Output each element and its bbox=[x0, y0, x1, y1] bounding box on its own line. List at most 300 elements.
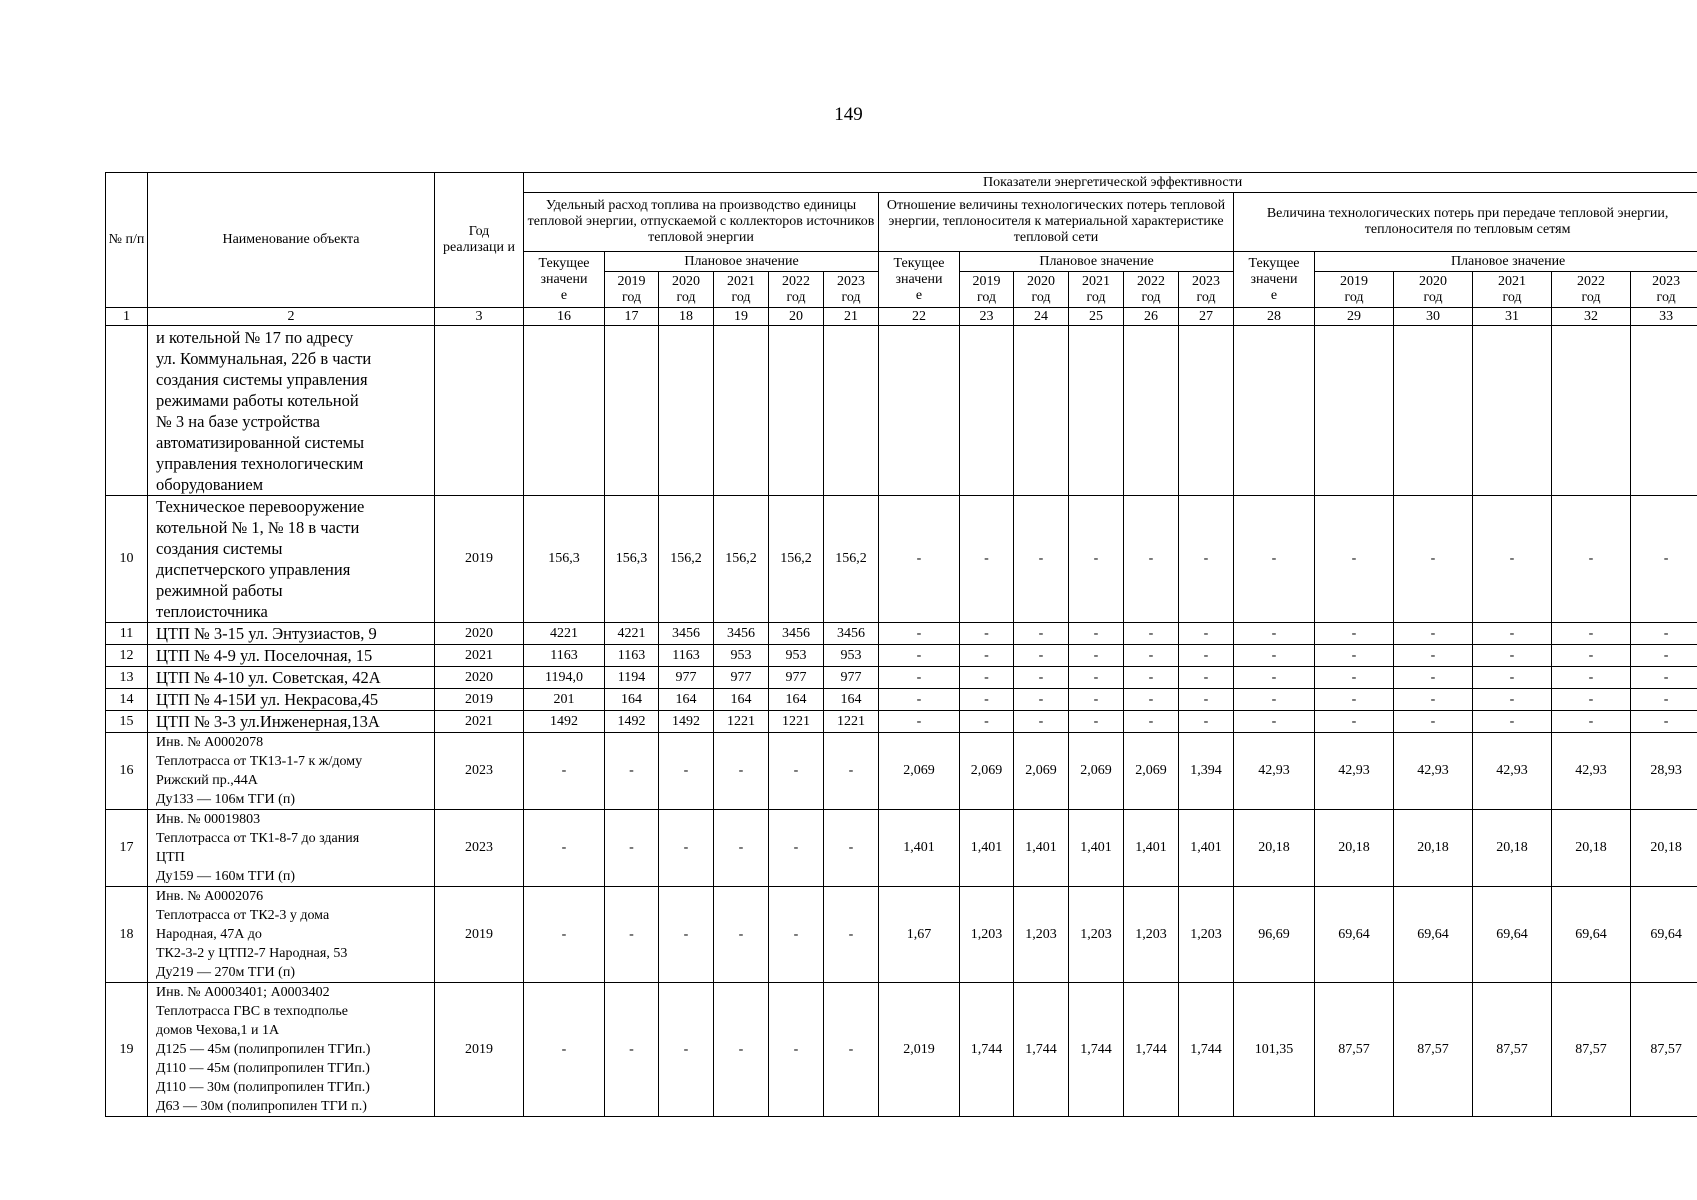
object-name bbox=[148, 667, 435, 689]
column-number: 18 bbox=[659, 308, 714, 326]
value-cell: - bbox=[879, 689, 960, 711]
value-cell: - bbox=[769, 887, 824, 983]
column-number: 2 bbox=[148, 308, 435, 326]
value-cell bbox=[1234, 326, 1315, 496]
header-year-2023 bbox=[1631, 272, 1697, 308]
value-cell: 20,18 bbox=[1234, 810, 1315, 887]
row-number: 12 bbox=[106, 645, 148, 667]
value-cell: - bbox=[1014, 496, 1069, 623]
table-row bbox=[106, 326, 1697, 496]
value-cell bbox=[769, 326, 824, 496]
value-cell: - bbox=[1552, 711, 1631, 733]
value-cell: 69,64 bbox=[1631, 887, 1697, 983]
object-name-line: котельной № 1, № 18 в части bbox=[156, 518, 360, 537]
value-cell: - bbox=[1234, 689, 1315, 711]
value-cell: 1492 bbox=[605, 711, 659, 733]
value-cell: - bbox=[659, 810, 714, 887]
object-name-line: ТК2-3-2 у ЦТП2-7 Народная, 53 bbox=[156, 946, 348, 961]
energy-efficiency-table bbox=[105, 172, 1697, 1117]
value-cell: - bbox=[1631, 667, 1697, 689]
header-current-value bbox=[879, 252, 960, 308]
value-cell: - bbox=[1124, 711, 1179, 733]
value-cell: - bbox=[605, 887, 659, 983]
column-number: 21 bbox=[824, 308, 879, 326]
header-num: № п/п bbox=[106, 173, 148, 308]
value-cell: 20,18 bbox=[1394, 810, 1473, 887]
value-cell: 1221 bbox=[714, 711, 769, 733]
value-cell: 156,2 bbox=[659, 496, 714, 623]
value-cell: - bbox=[1234, 623, 1315, 645]
object-name-line: ЦТП № 3-15 ул. Энтузиастов, 9 bbox=[156, 624, 377, 643]
object-name-line: Рижский пр.,44А bbox=[156, 773, 258, 788]
header-current-line: значени bbox=[1250, 271, 1298, 287]
implementation-year: 2019 bbox=[435, 689, 524, 711]
header-year-2021 bbox=[1473, 272, 1552, 308]
value-cell: 164 bbox=[659, 689, 714, 711]
value-cell: 20,18 bbox=[1631, 810, 1697, 887]
header-year-suffix: год bbox=[1344, 289, 1364, 305]
value-cell: - bbox=[1473, 667, 1552, 689]
object-name-line: Теплотрасса от ТК2-3 у дома bbox=[156, 908, 330, 923]
value-cell: 1,744 bbox=[960, 983, 1014, 1117]
value-cell: 69,64 bbox=[1394, 887, 1473, 983]
implementation-year: 2023 bbox=[435, 810, 524, 887]
object-name-line: Ду219 — 270м ТГИ (п) bbox=[156, 965, 295, 980]
value-cell: - bbox=[769, 983, 824, 1117]
value-cell: 101,35 bbox=[1234, 983, 1315, 1117]
value-cell: - bbox=[1069, 689, 1124, 711]
value-cell: 1,401 bbox=[879, 810, 960, 887]
value-cell: 96,69 bbox=[1234, 887, 1315, 983]
value-cell: - bbox=[524, 983, 605, 1117]
header-current-line: значени bbox=[540, 271, 588, 287]
object-name-line: и котельной № 17 по адресу bbox=[156, 327, 354, 347]
implementation-year: 2023 bbox=[435, 733, 524, 810]
object-name-line: Народная, 47А до bbox=[156, 927, 262, 942]
object-name-line: Д125 — 45м (полипропилен ТГИп.) bbox=[156, 1042, 371, 1057]
page-number: 149 bbox=[834, 104, 863, 125]
table-row bbox=[106, 810, 1697, 887]
value-cell: 953 bbox=[714, 645, 769, 667]
value-cell: 1,744 bbox=[1069, 983, 1124, 1117]
header-year-label: 2020 bbox=[672, 273, 700, 289]
value-cell: 164 bbox=[605, 689, 659, 711]
value-cell: 1163 bbox=[605, 645, 659, 667]
value-cell: - bbox=[1631, 711, 1697, 733]
value-cell: 2,019 bbox=[879, 983, 960, 1117]
value-cell: - bbox=[1234, 667, 1315, 689]
header-year-label: 2023 bbox=[1192, 273, 1220, 289]
row-number: 17 bbox=[106, 810, 148, 887]
column-number: 30 bbox=[1394, 308, 1473, 326]
implementation-year: 2019 bbox=[435, 983, 524, 1117]
value-cell: 1492 bbox=[659, 711, 714, 733]
value-cell bbox=[605, 326, 659, 496]
object-name-line: автоматизированной системы bbox=[156, 432, 365, 452]
value-cell: - bbox=[1315, 496, 1394, 623]
value-cell: 87,57 bbox=[1631, 983, 1697, 1117]
value-cell bbox=[960, 326, 1014, 496]
value-cell: 1492 bbox=[524, 711, 605, 733]
header-current-line: Текущее bbox=[893, 255, 945, 271]
value-cell: - bbox=[1315, 711, 1394, 733]
object-name-line: Инв. № 00019803 bbox=[156, 812, 261, 827]
value-cell: - bbox=[605, 733, 659, 810]
value-cell: 87,57 bbox=[1552, 983, 1631, 1117]
value-cell: - bbox=[960, 623, 1014, 645]
value-cell bbox=[1315, 326, 1394, 496]
value-cell: 3456 bbox=[714, 623, 769, 645]
object-name bbox=[148, 711, 435, 733]
value-cell: 42,93 bbox=[1473, 733, 1552, 810]
value-cell: 1,394 bbox=[1179, 733, 1234, 810]
header-planned-value: Плановое значение bbox=[960, 252, 1234, 272]
value-cell: 156,3 bbox=[524, 496, 605, 623]
value-cell: - bbox=[1179, 711, 1234, 733]
value-cell: - bbox=[960, 667, 1014, 689]
value-cell: 977 bbox=[824, 667, 879, 689]
table-row bbox=[106, 496, 1697, 623]
row-number: 13 bbox=[106, 667, 148, 689]
value-cell: 4221 bbox=[605, 623, 659, 645]
object-name-line: диспетчерского управления bbox=[156, 560, 351, 579]
value-cell: - bbox=[879, 711, 960, 733]
value-cell: - bbox=[1315, 667, 1394, 689]
value-cell: - bbox=[1394, 667, 1473, 689]
column-number: 22 bbox=[879, 308, 960, 326]
object-name-line: Инв. № А0002078 bbox=[156, 735, 264, 750]
value-cell: 1,744 bbox=[1179, 983, 1234, 1117]
object-name-line: ЦТП № 3-3 ул.Инженерная,13А bbox=[156, 712, 380, 731]
value-cell: 977 bbox=[714, 667, 769, 689]
header-planned-value: Плановое значение bbox=[1315, 252, 1697, 272]
header-name: Наименование объекта bbox=[148, 173, 435, 308]
value-cell: 42,93 bbox=[1552, 733, 1631, 810]
header-year-suffix: год bbox=[1656, 289, 1676, 305]
value-cell: - bbox=[714, 810, 769, 887]
header-year-label: 2021 bbox=[1082, 273, 1110, 289]
value-cell: 69,64 bbox=[1552, 887, 1631, 983]
value-cell: - bbox=[1014, 623, 1069, 645]
header-year-suffix: год bbox=[1423, 289, 1443, 305]
header-year-suffix: год bbox=[621, 289, 642, 305]
value-cell: 164 bbox=[824, 689, 879, 711]
object-name bbox=[148, 689, 435, 711]
value-cell: - bbox=[1069, 623, 1124, 645]
implementation-year bbox=[435, 326, 524, 496]
value-cell: 1,203 bbox=[1069, 887, 1124, 983]
header-year-2022 bbox=[1124, 272, 1179, 308]
object-name-line: Инв. № А0002076 bbox=[156, 889, 264, 904]
value-cell: - bbox=[1394, 623, 1473, 645]
header-year-2020 bbox=[659, 272, 714, 308]
value-cell: - bbox=[1014, 667, 1069, 689]
header-year-suffix: год bbox=[676, 289, 696, 305]
value-cell: 953 bbox=[824, 645, 879, 667]
value-cell: - bbox=[960, 689, 1014, 711]
value-cell: - bbox=[1631, 496, 1697, 623]
row-number: 10 bbox=[106, 496, 148, 623]
header-current-line: значени bbox=[895, 271, 943, 287]
object-name-line: ЦТП № 4-10 ул. Советская, 42А bbox=[156, 668, 381, 687]
value-cell: - bbox=[605, 983, 659, 1117]
value-cell bbox=[1179, 326, 1234, 496]
value-cell: 3456 bbox=[769, 623, 824, 645]
object-name bbox=[148, 645, 435, 667]
object-name-line: ЦТП № 4-15И ул. Некрасова,45 bbox=[156, 690, 379, 709]
row-number: 16 bbox=[106, 733, 148, 810]
object-name-line: Инв. № А0003401; А0003402 bbox=[156, 985, 330, 1000]
implementation-year: 2020 bbox=[435, 623, 524, 645]
value-cell: 201 bbox=[524, 689, 605, 711]
value-cell: - bbox=[1394, 711, 1473, 733]
value-cell: 1,401 bbox=[1014, 810, 1069, 887]
implementation-year: 2019 bbox=[435, 496, 524, 623]
object-name bbox=[148, 887, 435, 983]
header-year-label: 2022 bbox=[1577, 273, 1605, 289]
value-cell bbox=[524, 326, 605, 496]
header-year-suffix: год bbox=[1141, 289, 1161, 305]
value-cell: 87,57 bbox=[1473, 983, 1552, 1117]
value-cell: - bbox=[1315, 645, 1394, 667]
object-name-line: домов Чехова,1 и 1А bbox=[156, 1023, 280, 1038]
value-cell bbox=[1069, 326, 1124, 496]
value-cell: - bbox=[1631, 623, 1697, 645]
value-cell: - bbox=[1179, 623, 1234, 645]
object-name-line: Ду159 — 160м ТГИ (п) bbox=[156, 869, 295, 884]
value-cell: - bbox=[659, 733, 714, 810]
table-row bbox=[106, 667, 1697, 689]
header-year-label: 2021 bbox=[1498, 273, 1526, 289]
header-year-suffix: год bbox=[976, 289, 997, 305]
header-current-value bbox=[524, 252, 605, 308]
column-number: 16 bbox=[524, 308, 605, 326]
value-cell: - bbox=[1473, 623, 1552, 645]
header-year-2019 bbox=[960, 272, 1014, 308]
value-cell: 87,57 bbox=[1394, 983, 1473, 1117]
table-row bbox=[106, 711, 1697, 733]
column-number: 32 bbox=[1552, 308, 1631, 326]
implementation-year: 2021 bbox=[435, 645, 524, 667]
object-name-line: теплоисточника bbox=[156, 602, 268, 621]
value-cell: - bbox=[1315, 623, 1394, 645]
header-section-loss-ratio: Отношение величины технологических потерь тепловой энергии, теплоносителя к материальной характеристике тепловой сети bbox=[879, 193, 1234, 252]
column-number: 29 bbox=[1315, 308, 1394, 326]
implementation-year: 2020 bbox=[435, 667, 524, 689]
value-cell: 1,203 bbox=[1179, 887, 1234, 983]
value-cell: 1221 bbox=[824, 711, 879, 733]
header-year-suffix: год bbox=[786, 289, 806, 305]
value-cell bbox=[1124, 326, 1179, 496]
value-cell: 2,069 bbox=[960, 733, 1014, 810]
value-cell bbox=[659, 326, 714, 496]
value-cell bbox=[824, 326, 879, 496]
object-name-line: Д63 — 30м (полипропилен ТГИ п.) bbox=[156, 1099, 367, 1114]
header-year-label: 2021 bbox=[727, 273, 755, 289]
header-year-suffix: год bbox=[1086, 289, 1106, 305]
header-current-line: е bbox=[560, 287, 568, 303]
value-cell: - bbox=[714, 733, 769, 810]
header-year-suffix: год bbox=[1502, 289, 1522, 305]
value-cell: - bbox=[960, 496, 1014, 623]
value-cell: - bbox=[824, 983, 879, 1117]
row-number: 15 bbox=[106, 711, 148, 733]
value-cell: - bbox=[1179, 667, 1234, 689]
value-cell bbox=[1631, 326, 1697, 496]
value-cell: - bbox=[524, 887, 605, 983]
value-cell: - bbox=[824, 733, 879, 810]
object-name-line: Техническое перевооружение bbox=[156, 497, 365, 516]
header-year-2019 bbox=[1315, 272, 1394, 308]
value-cell: - bbox=[1552, 645, 1631, 667]
value-cell: - bbox=[1473, 689, 1552, 711]
column-number: 23 bbox=[960, 308, 1014, 326]
value-cell: 87,57 bbox=[1315, 983, 1394, 1117]
implementation-year: 2019 bbox=[435, 887, 524, 983]
value-cell: - bbox=[1631, 689, 1697, 711]
table-row bbox=[106, 733, 1697, 810]
header-year-suffix: год bbox=[1031, 289, 1051, 305]
value-cell: - bbox=[1552, 623, 1631, 645]
value-cell: - bbox=[1234, 645, 1315, 667]
value-cell: 1194,0 bbox=[524, 667, 605, 689]
column-number: 27 bbox=[1179, 308, 1234, 326]
header-year-2023 bbox=[1179, 272, 1234, 308]
value-cell: 2,069 bbox=[879, 733, 960, 810]
value-cell: 1,203 bbox=[1014, 887, 1069, 983]
value-cell: - bbox=[824, 887, 879, 983]
header-group-title: Показатели энергетической эффективности bbox=[524, 173, 1697, 193]
header-year-2020 bbox=[1394, 272, 1473, 308]
value-cell: 1,203 bbox=[1124, 887, 1179, 983]
value-cell: - bbox=[1179, 689, 1234, 711]
object-name bbox=[148, 810, 435, 887]
object-name-line: ЦТП bbox=[156, 850, 185, 865]
value-cell: - bbox=[1014, 689, 1069, 711]
value-cell: 1,401 bbox=[1069, 810, 1124, 887]
header-current-line: е bbox=[915, 287, 923, 303]
value-cell: - bbox=[1394, 496, 1473, 623]
value-cell: 1194 bbox=[605, 667, 659, 689]
value-cell: 3456 bbox=[659, 623, 714, 645]
value-cell: - bbox=[524, 733, 605, 810]
column-number: 24 bbox=[1014, 308, 1069, 326]
header-year-label: 2019 bbox=[617, 273, 646, 289]
column-number: 20 bbox=[769, 308, 824, 326]
column-number: 25 bbox=[1069, 308, 1124, 326]
column-number: 1 bbox=[106, 308, 148, 326]
object-name-line: создания системы bbox=[156, 539, 283, 558]
value-cell: 4221 bbox=[524, 623, 605, 645]
value-cell: 1,401 bbox=[1124, 810, 1179, 887]
value-cell: - bbox=[960, 645, 1014, 667]
header-planned-value: Плановое значение bbox=[605, 252, 879, 272]
value-cell: - bbox=[1069, 496, 1124, 623]
object-name-line: Теплотрасса от ТК1-8-7 до здания bbox=[156, 831, 360, 846]
value-cell: - bbox=[714, 983, 769, 1117]
value-cell: 1,401 bbox=[1179, 810, 1234, 887]
table-row bbox=[106, 887, 1697, 983]
value-cell: 2,069 bbox=[1124, 733, 1179, 810]
object-name-line: оборудованием bbox=[156, 474, 264, 494]
column-number: 19 bbox=[714, 308, 769, 326]
column-number: 17 bbox=[605, 308, 659, 326]
object-name-line: режимной работы bbox=[156, 581, 283, 600]
value-cell: 3456 bbox=[824, 623, 879, 645]
object-name-line: Ду133 — 106м ТГИ (п) bbox=[156, 792, 295, 807]
header-year-suffix: год bbox=[731, 289, 751, 305]
header-section-fuel: Удельный расход топлива на производство единицы тепловой энергии, отпускаемой с коллекторов источников тепловой энергии bbox=[524, 193, 879, 252]
value-cell: - bbox=[1124, 689, 1179, 711]
header-year-label: 2023 bbox=[1652, 273, 1681, 289]
object-name-line: ул. Коммунальная, 22б в части bbox=[156, 348, 372, 368]
value-cell: - bbox=[1631, 645, 1697, 667]
object-name-line: Д110 — 30м (полипропилен ТГИп.) bbox=[156, 1080, 370, 1095]
row-number: 18 bbox=[106, 887, 148, 983]
object-name-line: создания системы управления bbox=[156, 369, 368, 389]
value-cell: - bbox=[1179, 645, 1234, 667]
value-cell: 164 bbox=[769, 689, 824, 711]
value-cell: - bbox=[1014, 645, 1069, 667]
value-cell: - bbox=[1124, 623, 1179, 645]
object-name-line: ЦТП № 4-9 ул. Поселочная, 15 bbox=[156, 646, 373, 665]
value-cell: 42,93 bbox=[1315, 733, 1394, 810]
header-year-suffix: год bbox=[1196, 289, 1216, 305]
value-cell: 156,3 bbox=[605, 496, 659, 623]
header-year-2020 bbox=[1014, 272, 1069, 308]
header-year-suffix: год bbox=[1581, 289, 1601, 305]
value-cell: - bbox=[1069, 645, 1124, 667]
value-cell: 1,744 bbox=[1014, 983, 1069, 1117]
value-cell: - bbox=[605, 810, 659, 887]
header-year-2023 bbox=[824, 272, 879, 308]
header-current-line: е bbox=[1270, 287, 1278, 303]
implementation-year: 2021 bbox=[435, 711, 524, 733]
object-name bbox=[148, 496, 435, 623]
header-section-loss-value: Величина технологических потерь при передаче тепловой энергии, теплоносителя по тепловым сетям bbox=[1234, 193, 1697, 252]
value-cell: - bbox=[879, 496, 960, 623]
header-year: Год реализаци и bbox=[435, 173, 524, 308]
value-cell: - bbox=[1473, 496, 1552, 623]
header-current-line: Текущее bbox=[1248, 255, 1300, 271]
table-row bbox=[106, 983, 1697, 1117]
value-cell: 20,18 bbox=[1315, 810, 1394, 887]
value-cell: - bbox=[769, 733, 824, 810]
value-cell: - bbox=[1473, 645, 1552, 667]
value-cell: - bbox=[1315, 689, 1394, 711]
value-cell: - bbox=[960, 711, 1014, 733]
value-cell: 977 bbox=[659, 667, 714, 689]
header-year-label: 2023 bbox=[837, 273, 865, 289]
value-cell: - bbox=[1234, 496, 1315, 623]
value-cell: - bbox=[1179, 496, 1234, 623]
object-name-line: Теплотрасса ГВС в техподполье bbox=[156, 1004, 348, 1019]
value-cell: 1163 bbox=[659, 645, 714, 667]
value-cell: - bbox=[1124, 496, 1179, 623]
value-cell: 1,401 bbox=[960, 810, 1014, 887]
table-row bbox=[106, 623, 1697, 645]
value-cell: 2,069 bbox=[1014, 733, 1069, 810]
value-cell: - bbox=[1014, 711, 1069, 733]
table-row bbox=[106, 689, 1697, 711]
column-number: 31 bbox=[1473, 308, 1552, 326]
object-name bbox=[148, 623, 435, 645]
row-number: 11 bbox=[106, 623, 148, 645]
object-name bbox=[148, 733, 435, 810]
value-cell: 1,203 bbox=[960, 887, 1014, 983]
value-cell: 20,18 bbox=[1552, 810, 1631, 887]
value-cell: - bbox=[1473, 711, 1552, 733]
